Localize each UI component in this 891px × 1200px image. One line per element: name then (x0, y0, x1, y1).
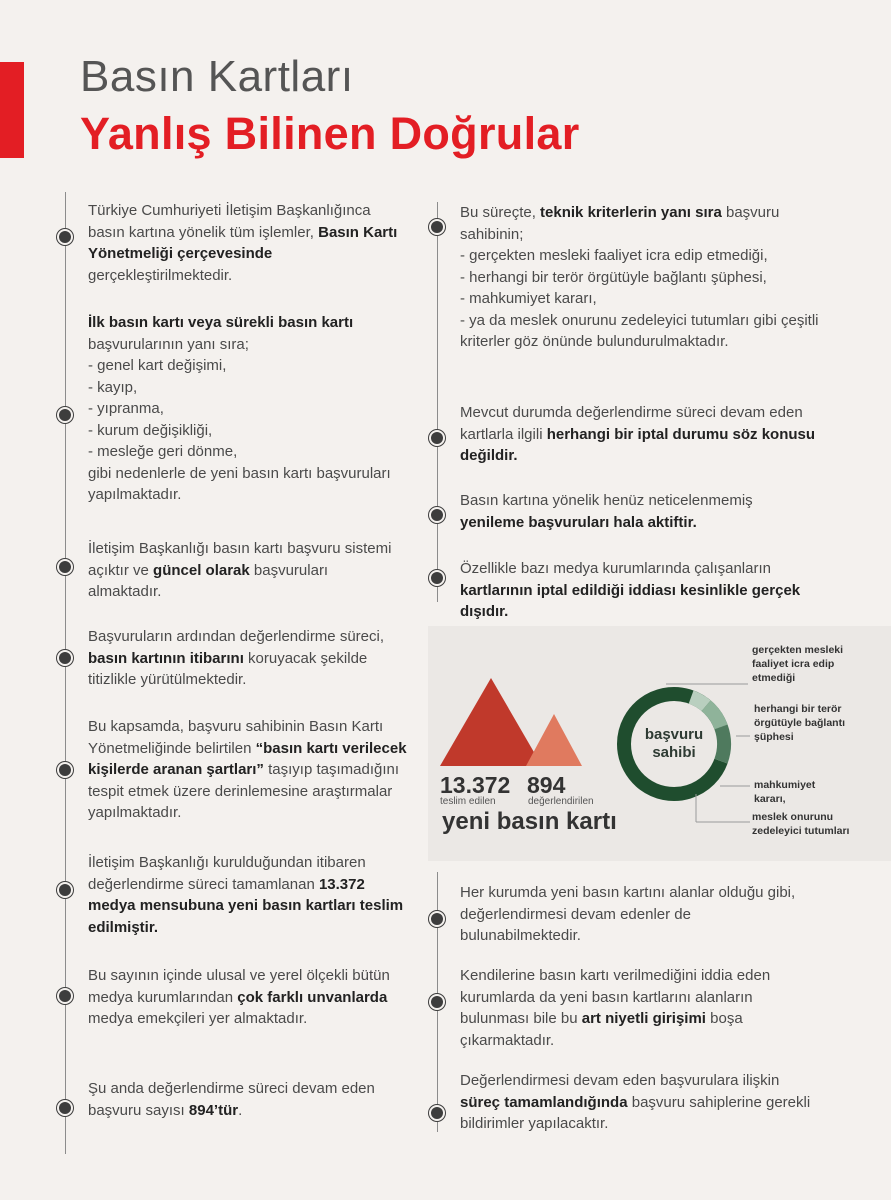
stats-panel (428, 626, 891, 861)
donut-center-label: başvuru sahibi (644, 726, 704, 761)
right-paragraph: Özellikle bazı medya kurumlarında çalışanların kartlarının iptal edildiği iddiası kesinlikle gerçek dışıdır. (460, 560, 801, 620)
timeline-dot (431, 913, 443, 925)
timeline-dot (431, 572, 443, 584)
left-timeline (65, 192, 66, 1154)
timeline-dot (431, 221, 443, 233)
left-paragraph: İletişim Başkanlığı basın kartı başvuru sistemi açıktır ve güncel olarak başvuruları almaktadır. (88, 540, 392, 600)
accent-bar (0, 62, 24, 158)
timeline-dot (431, 1107, 443, 1119)
emphasis-text: 894’tür (188, 1101, 239, 1119)
page-subtitle: Yanlış Bilinen Doğrular (80, 108, 580, 159)
timeline-dot (59, 561, 71, 573)
left-paragraph: Başvuruların ardından değerlendirme süreci, basın kartının itibarını koruyacak şekilde titizlikle yürütülmektedir. (88, 628, 384, 688)
donut-annotation: mahkumiyet kararı, (754, 779, 816, 805)
category-label-degerlendirilen: değerlendirilen (528, 796, 594, 807)
right-paragraph: Basın kartına yönelik henüz neticelenmemiş yenileme başvuruları hala aktiftir. (460, 492, 753, 531)
emphasis-text: süreç tamamlandığında (460, 1093, 628, 1111)
donut-annotation: gerçekten mesleki faaliyet icra edip etmediği (752, 644, 844, 684)
right-paragraph: Değerlendirmesi devam eden başvurulara ilişkin süreç tamamlandığında başvuru sahiplerine gerekli bildirimler yapılacaktır. (460, 1072, 811, 1132)
timeline-dot (59, 231, 71, 243)
timeline-dot (59, 764, 71, 776)
left-paragraph: Türkiye Cumhuriyeti İletişim Başkanlığınca basın kartına yönelik tüm işlemler, Basın Kartı Yönetmeliği çerçevesinde gerçekleştirilmektedir. (88, 202, 398, 284)
emphasis-text: Basın Kartı Yönetmeliği çerçevesinde (88, 223, 398, 262)
emphasis-text: kartlarının iptal edildiği iddiası kesinlikle gerçek dışıdır. (460, 581, 801, 620)
emphasis-text: herhangi bir iptal durumu söz konusu değildir. (460, 425, 816, 464)
right-timeline (437, 202, 438, 602)
right-paragraph: Bu süreçte, teknik kriterlerin yanı sıra başvuru sahibinin; - gerçekten mesleki faaliyet icra edip etmediği, - herhangi bir terör örgütüyle bağlantı şüphesi, - mahkumiyet kararı, - ya da meslek onurunu zedeleyici tutumları gibi çeşitli kriterler göz önünde bulundurulmaktadır. (460, 204, 819, 350)
timeline-dot (431, 996, 443, 1008)
right-paragraph: Kendilerine basın kartı verilmediğini iddia eden kurumlarda da yeni basın kartlarını alanların bulunması bile bu art niyetli girişimi boşa çıkarmaktadır. (460, 967, 771, 1049)
timeline-dot (59, 409, 71, 421)
value-label-teslim: 13.372 (440, 772, 511, 798)
timeline-dot (59, 652, 71, 664)
emphasis-text: art niyetli girişimi (581, 1010, 706, 1027)
donut-annotation: meslek onurunu zedeleyici tutumları (752, 811, 850, 837)
donut-segment-2 (721, 727, 724, 761)
timeline-dot (59, 990, 71, 1002)
bar-teslim-edilen (440, 678, 542, 766)
donut-segment-4 (691, 697, 706, 706)
emphasis-text: teknik kriterlerin yanı sıra (540, 204, 722, 221)
emphasis-text: çok farklı unvanlarda (237, 988, 388, 1006)
left-paragraph: Bu kapsamda, başvuru sahibinin Basın Kartı Yönetmeliğinde belirtilen “basın kartı verilecek kişilerde aranan şartları” taşıyıp taşımadığını tespit etmek üzere derinlemesine araştırmalar yapılmaktadır. (88, 718, 407, 821)
right-paragraph: Mevcut durumda değerlendirme süreci devam eden kartlarla ilgili herhangi bir iptal durumu söz konusu değildir. (460, 404, 816, 464)
timeline-dot (431, 509, 443, 521)
chart-title: yeni basın kartı (442, 808, 617, 835)
value-label-degerlendirilen: 894 (527, 772, 566, 798)
left-paragraph: Bu sayının içinde ulusal ve yerel ölçekli bütün medya kurumlarından çok farklı unvanlarda medya emekçileri yer almaktadır. (88, 967, 390, 1027)
donut-segment-3 (706, 706, 721, 727)
bar-degerlendirilen (526, 714, 582, 766)
timeline-dot (431, 432, 443, 444)
left-paragraph: Şu anda değerlendirme süreci devam eden başvuru sayısı 894’tür. (88, 1080, 375, 1119)
emphasis-text: İlk basın kartı veya sürekli basın kartı (88, 314, 354, 331)
timeline-dot (59, 884, 71, 896)
emphasis-text: “basın kartı verilecek kişilerde aranan şartları” (88, 739, 407, 778)
timeline-dot (59, 1102, 71, 1114)
emphasis-text: basın kartının itibarını (88, 649, 244, 667)
emphasis-text: güncel olarak (153, 561, 250, 579)
category-label-teslim: teslim edilen (440, 796, 496, 807)
left-paragraph: İlk basın kartı veya sürekli basın kartı başvurularının yanı sıra; - genel kart değişimi, - kayıp, - yıpranma, - kurum değişikliği, - mesleğe geri dönme, gibi nedenlerle de yeni basın kartı başvuruları yapılmaktadır. (88, 314, 391, 503)
emphasis-text: yenileme başvuruları hala aktiftir. (460, 513, 697, 531)
left-paragraph: İletişim Başkanlığı kurulduğundan itibaren değerlendirme süreci tamamlanan 13.372 medya mensubuna yeni basın kartları teslim edilmiştir. (88, 854, 404, 936)
page-title: Basın Kartları (80, 52, 354, 101)
right-paragraph: Her kurumda yeni basın kartını alanlar olduğu gibi, değerlendirmesi devam edenler de bulunabilmektedir. (460, 884, 796, 944)
donut-annotation: herhangi bir terör örgütüyle bağlantı şüphesi (754, 703, 846, 743)
emphasis-text: 13.372 medya mensubuna yeni basın kartları teslim edilmiştir. (88, 875, 404, 936)
